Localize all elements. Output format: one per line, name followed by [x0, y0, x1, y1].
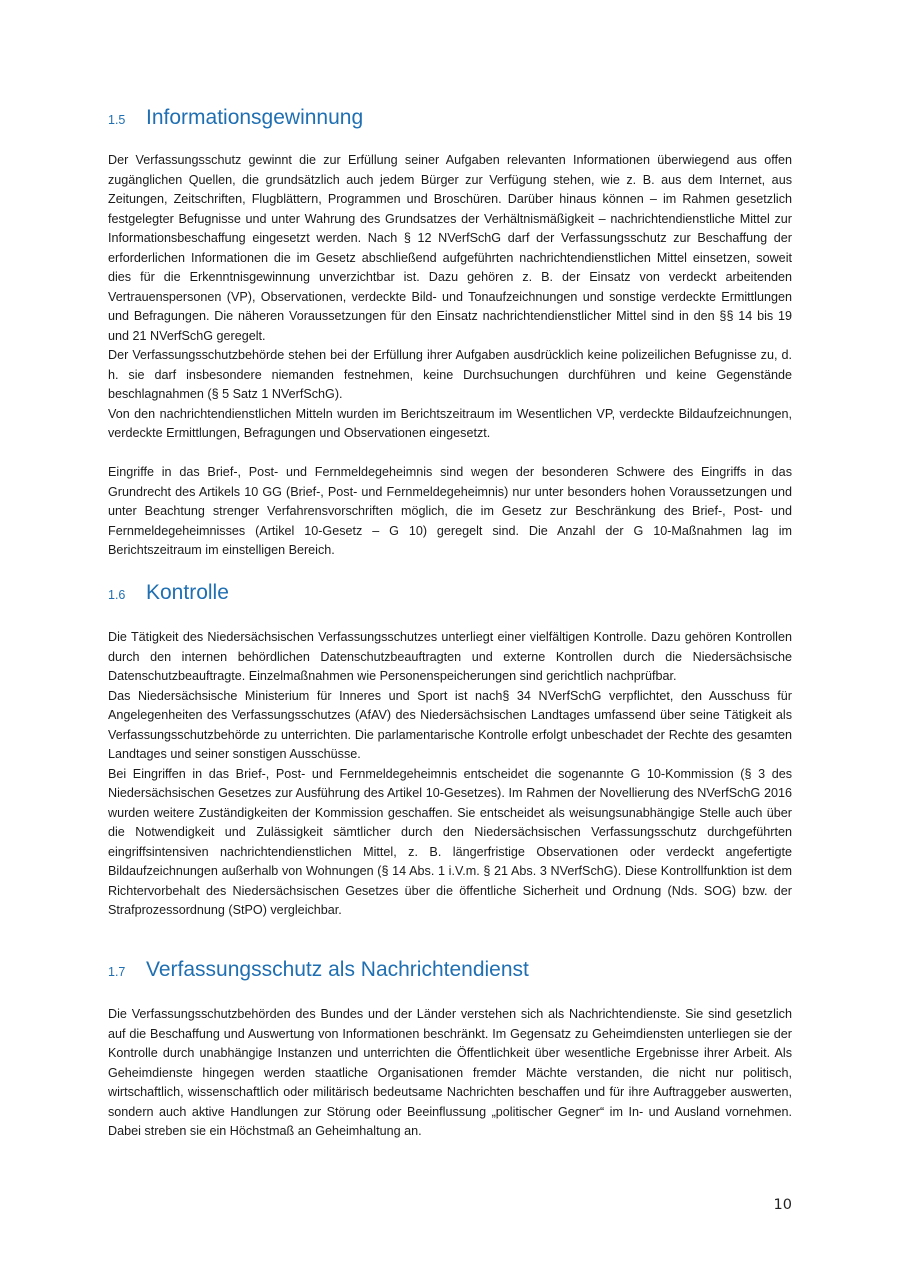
section-number: 1.7: [108, 965, 126, 979]
section-title: Informationsgewinnung: [146, 106, 364, 129]
section-number: 1.5: [108, 113, 126, 127]
section-nachrichtendienst-body: [108, 1005, 792, 1142]
paragraph: Eingriffe in das Brief-, Post- und Fernmeldegeheimnis sind wegen der besonderen Schwere des Eingriffs in das Grundrecht des Artikels 10 GG (Brief-, Post- und Fernmeldegeheimnis) nur unter besonders hohen Voraussetzungen und unter Beachtung strenger Verfahrensvorschriften möglich, die im Gesetz zur Beschränkung des Brief-, Post- und Fernmeldegeheimnisses (Artikel 10-Gesetz – G 10) geregelt sind. Die Anzahl der G 10-Maßnahmen lag im Berichtszeitraum im einstelligen Bereich.: [108, 465, 792, 557]
section-kontrolle-body: [108, 628, 792, 921]
paragraph: Die Tätigkeit des Niedersächsischen Verfassungsschutzes unterliegt einer vielfältigen Kontrolle. Dazu gehören Kontrollen durch den internen behördlichen Datenschutzbeauftragten und externe Kontrollen durch die Niedersächsische Datenschutzbeauftragte. Einzelmaßnahmen wie Personenspeicherungen sind gerichtlich nachprüfbar.: [108, 630, 792, 683]
section-kontrolle: [108, 581, 792, 605]
section-heading: [108, 958, 792, 982]
section-title: Verfassungsschutz als Nachrichtendienst: [146, 958, 529, 981]
section-informationsgewinnung: [108, 106, 792, 130]
section-number: 1.6: [108, 588, 126, 602]
section-informationsgewinnung-body: [108, 151, 792, 561]
paragraph: Von den nachrichtendienstlichen Mitteln wurden im Berichtszeitraum im Wesentlichen VP, verdeckte Bildaufzeichnungen, verdeckte Ermittlungen, Befragungen und Observationen eingesetzt.: [108, 406, 792, 440]
section-heading: [108, 106, 792, 130]
paragraph: Die Verfassungsschutzbehörden des Bundes und der Länder verstehen sich als Nachrichtendienste. Sie sind gesetzlich auf die Beschaffung und Auswertung von Informationen beschränkt. Im Gegensatz zu Geheimdiensten unterliegen sie der Kontrolle durch unabhängige Instanzen und unterrichten die Öffentlichkeit über wesentliche Ergebnisse ihrer Arbeit. Als Geheimdienste hingegen werden staatliche Organisationen fremder Mächte verstanden, die nicht nur politisch, wirtschaftlich, wissenschaftlich oder militärisch bedeutsame Nachrichten beschaffen und für ihre Auftraggeber auswerten, sondern auch aktive Handlungen zur Störung oder Beeinflussung „politischer Gegner“ im In- und Ausland vornehmen. Dabei streben sie ein Höchstmaß an Geheimhaltung an.: [108, 1007, 792, 1138]
section-nachrichtendienst: [108, 958, 792, 982]
paragraph: Der Verfassungsschutz gewinnt die zur Erfüllung seiner Aufgaben relevanten Informationen überwiegend aus offen zugänglichen Quellen, die grundsätzlich auch jedem Bürger zur Verfügung stehen, wie z. B. aus dem Internet, aus Zeitungen, Zeitschriften, Flugblättern, Programmen und Broschüren. Darüber hinaus können – im Rahmen gesetzlich festgelegter Befugnisse und unter Wahrung des Grundsatzes der Verhältnismäßigkeit – nachrichtendienstliche Mittel zur Informationsbeschaffung eingesetzt werden. Nach § 12 NVerfSchG darf der Verfassungsschutz zur Beschaffung der erforderlichen Informationen die im Gesetz abschließend aufgeführten nachrichtendienstlichen Mittel einsetzen, soweit dies für die Erkenntnisgewinnung unverzichtbar ist. Dazu gehören z. B. der Einsatz von verdeckt arbeitenden Vertrauenspersonen (VP), Observationen, verdeckte Bild- und Tonaufzeichnungen und sonstige verdeckte Ermittlungen und Befragungen. Die näheren Voraussetzungen für den Einsatz nachrichtendienstlicher Mittel sind in den §§ 14 bis 19 und 21 NVerfSchG geregelt.: [108, 153, 792, 343]
page-number: 10: [773, 1197, 792, 1213]
paragraph: Der Verfassungsschutzbehörde stehen bei der Erfüllung ihrer Aufgaben ausdrücklich keine polizeilichen Befugnisse zu, d. h. sie darf insbesondere niemanden festnehmen, keine Durchsuchungen durchführen und keine Gegenstände beschlagnahmen (§ 5 Satz 1 NVerfSchG).: [108, 348, 792, 401]
section-heading: [108, 581, 792, 605]
paragraph: Das Niedersächsische Ministerium für Inneres und Sport ist nach§ 34 NVerfSchG verpflichtet, den Ausschuss für Angelegenheiten des Verfassungsschutzes (AfAV) des Niedersächsischen Landtages umfassend über seine Tätigkeit als Verfassungsschutzbehörde zu unterrichten. Die parlamentarische Kontrolle erfolgt unbeschadet der Rechte des gesamten Landtages und seiner sonstigen Ausschüsse.: [108, 688, 792, 761]
section-title: Kontrolle: [146, 581, 229, 604]
paragraph: Bei Eingriffen in das Brief-, Post- und Fernmeldegeheimnis entscheidet die sogenannte G 10-Kommission (§ 3 des Niedersächsischen Gesetzes zur Ausführung des Artikel 10-Gesetzes). Im Rahmen der Novellierung des NVerfSchG 2016 wurden weitere Zuständigkeiten der Kommission geschaffen. Sie entscheidet als weisungsunabhängige Stelle auch über die Notwendigkeit und Zulässigkeit sämtlicher durch den Niedersächsischen Verfassungsschutz durchgeführten eingriffsintensiven nachrichtendienstlichen Mittel, z. B. längerfristige Observationen oder verdeckt angefertigte Bildaufzeichnungen außerhalb von Wohnungen (§ 14 Abs. 1 i.V.m. § 21 Abs. 3 NVerfSchG). Diese Kontrollfunktion ist dem Richtervorbehalt des Niedersächsischen Gesetzes über die öffentliche Sicherheit und Ordnung (Nds. SOG) bzw. der Strafprozessordnung (StPO) vergleichbar.: [108, 766, 792, 917]
